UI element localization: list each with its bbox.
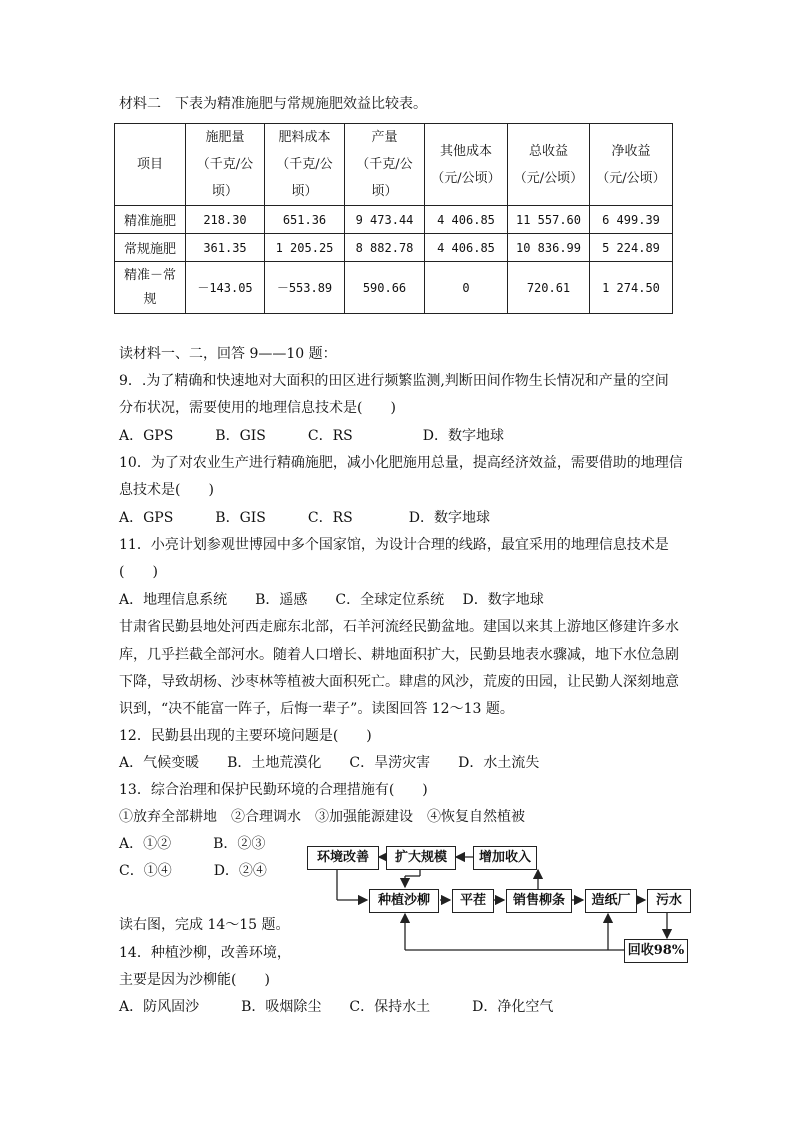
- q14-options: A．防风固沙 B．吸烟除尘 C．保持水土 D．净化空气: [119, 999, 554, 1015]
- q10-options: A．GPS B．GIS C．RS D．数字地球: [119, 510, 490, 526]
- q12-options: A．气候变暖 B．土地荒漠化 C．旱涝灾害 D．水土流失: [119, 755, 540, 771]
- table-cell: 4 406.85: [425, 234, 508, 262]
- table-row: [115, 262, 673, 314]
- header-other-cost: 其他成本 （元/公顷）: [425, 124, 508, 206]
- box-recycle-98: 回收98%: [624, 939, 688, 963]
- intro-line: 读材料一、二，回答 9——10 题：: [119, 346, 337, 362]
- table-cell: 651.36: [265, 206, 345, 234]
- q13-options-cd: C．①④ D．②④: [119, 863, 267, 879]
- box-environment-improvement: 环境改善: [307, 846, 379, 870]
- box-sell-willow-branches: 销售柳条: [506, 889, 572, 913]
- box-paper-mill: 造纸厂: [585, 889, 637, 913]
- q11-options: A．地理信息系统 B．遥感 C．全球定位系统 D．数字地球: [119, 592, 544, 608]
- box-increase-income: 增加收入: [473, 846, 537, 870]
- header-yield: 产量 （千克/公 顷）: [345, 124, 425, 206]
- q12-stem: 12．民勤县出现的主要环境问题是( ): [119, 728, 372, 744]
- table-cell: 8 882.78: [345, 234, 425, 262]
- fertilization-comparison-table: [114, 123, 673, 314]
- table-header-row: [115, 124, 673, 206]
- q11-stem: 11．小亮计划参观世博园中多个国家馆，为设计合理的线路，最宜采用的地理信息技术是: [119, 537, 669, 553]
- table-cell: 11 557.60: [508, 206, 590, 234]
- table-row: [115, 234, 673, 262]
- material2-title: 材料二 下表为精准施肥与常规施肥效益比较表。: [119, 96, 427, 112]
- table-cell: －143.05: [186, 262, 265, 314]
- q14-stem: 14．种植沙柳，改善环境，: [119, 945, 291, 961]
- table-cell: 1 274.50: [590, 262, 673, 314]
- table-cell: －553.89: [265, 262, 345, 314]
- q11-stem-cont: ( ): [119, 564, 158, 580]
- q9-stem: 9．.为了精确和快速地对大面积的田区进行频繁监测,判断田间作物生长情况和产量的空间: [119, 373, 669, 389]
- table-cell: 1 205.25: [265, 234, 345, 262]
- q9-options: A．GPS B．GIS C．RS D．数字地球: [119, 428, 504, 444]
- box-sewage: 污水: [647, 889, 691, 913]
- box-plant-sand-willow: 种植沙柳: [369, 889, 439, 913]
- table-cell: 5 224.89: [590, 234, 673, 262]
- table-cell: 0: [425, 262, 508, 314]
- table-cell: 4 406.85: [425, 206, 508, 234]
- table-cell: 590.66: [345, 262, 425, 314]
- table-cell: 9 473.44: [345, 206, 425, 234]
- row-label: 精准施肥: [115, 206, 186, 234]
- table-cell: 10 836.99: [508, 234, 590, 262]
- header-item: 项目: [115, 124, 186, 206]
- passage-line-1: 甘肃省民勤县地处河西走廊东北部，石羊河流经民勤盆地。建国以来其上游地区修建许多水: [119, 619, 679, 635]
- table-cell: 6 499.39: [590, 206, 673, 234]
- q10-stem-cont: 息技术是( ): [119, 482, 214, 498]
- q14-stem-cont: 主要是因为沙柳能( ): [119, 972, 270, 988]
- q9-stem-cont: 分布状况，需要使用的地理信息技术是( ): [119, 400, 396, 416]
- row-label: 精准－常 规: [115, 262, 186, 314]
- table-row: [115, 206, 673, 234]
- box-expand-scale: 扩大规模: [386, 846, 456, 870]
- box-stubble-cutting: 平茬: [452, 889, 494, 913]
- q13-stem: 13．综合治理和保护民勤环境的合理措施有( ): [119, 782, 428, 798]
- table-cell: 720.61: [508, 262, 590, 314]
- header-total-revenue: 总收益 （元/公顷）: [508, 124, 590, 206]
- read-right-line: 读右图，完成 14～15 题。: [119, 917, 290, 933]
- passage-line-4: 识到，“决不能富一阵子，后悔一辈子”。读图回答 12～13 题。: [119, 701, 514, 717]
- row-label: 常规施肥: [115, 234, 186, 262]
- q13-items: ①放弃全部耕地 ②合理调水 ③加强能源建设 ④恢复自然植被: [119, 809, 525, 825]
- table-cell: 218.30: [186, 206, 265, 234]
- q10-stem: 10．为了对农业生产进行精确施肥，减小化肥施用总量，提高经济效益，需要借助的地理信: [119, 455, 683, 471]
- header-fertilizer-amount: 施肥量 （千克/公 顷）: [186, 124, 265, 206]
- passage-line-2: 库，几乎拦截全部河水。随着人口增长、耕地面积扩大，民勤县地表水骤减，地下水位急剧: [119, 647, 679, 663]
- header-net-revenue: 净收益 （元/公顷）: [590, 124, 673, 206]
- passage-line-3: 下降，导致胡杨、沙枣林等植被大面积死亡。肆虐的风沙，荒废的田园，让民勤人深刻地意: [119, 674, 679, 690]
- header-fertilizer-cost: 肥料成本 （千克/公 顷）: [265, 124, 345, 206]
- table-cell: 361.35: [186, 234, 265, 262]
- q13-options-ab: A．①② B．②③: [119, 836, 266, 852]
